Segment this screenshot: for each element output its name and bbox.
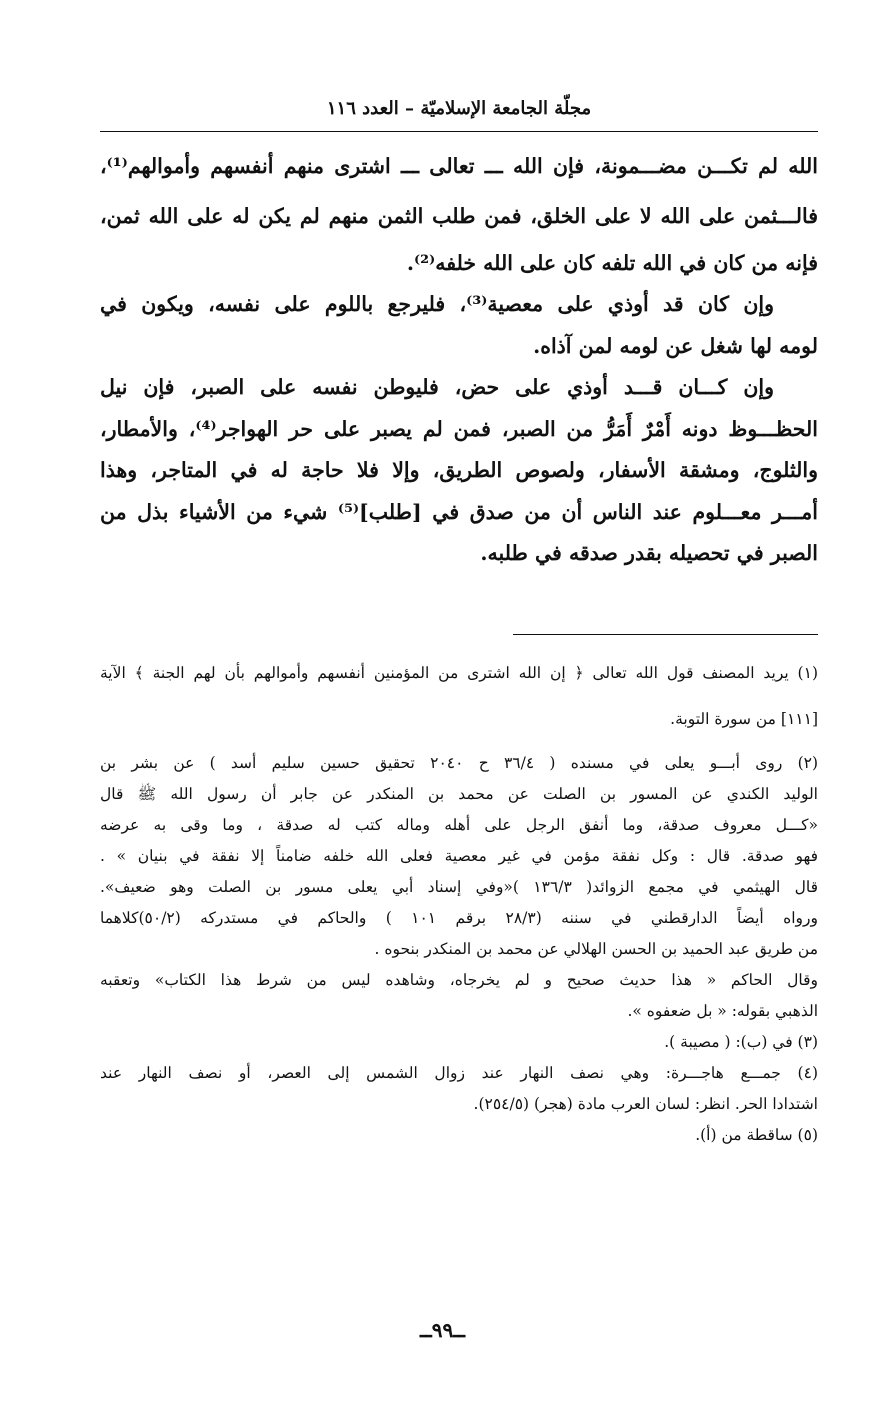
footnote-line: من طريق عبد الحميد بن الحسن الهلالي عن محمد بن المنكدر بنحوه .: [374, 940, 818, 958]
footnote-line: (٤) جمـــع هاجـــرة: وهي نصف النهار عند زوال الشمس إلى العصر، أو نصف النهار عند: [100, 1064, 818, 1082]
main-text: [100, 142, 818, 575]
main-line: أمـــر معـــلوم عند الناس أن من صدق في [طلب]⁽⁵⁾ شيء من الأشياء بذل من: [100, 499, 818, 524]
footnote-line: [١١١] من سورة التوبة.: [670, 710, 818, 728]
main-line: وإن كـــان قـــد أوذي على حض، فليوطن نفسه على الصبر، فإن نيل: [100, 375, 774, 399]
footnote-line: ورواه أيضاً الدارقطني في سننه (٢٨/٣ برقم ١٠١ ) والحاكم في مستدركه (٥٠/٢)كلاهما: [100, 909, 818, 927]
header-divider: [100, 131, 818, 132]
footnote-line: قال الهيثمي في مجمع الزوائد( ١٣٦/٣ )«وفي إسناد أبي يعلى مسور بن الصلت وهو ضعيف».: [100, 878, 818, 896]
main-line: والثلوج، ومشقة الأسفار، ولصوص الطريق، وإلا فلا حاجة له في المتاجر، وهذا: [100, 458, 818, 482]
page-number: ــ٩٩ــ: [420, 1318, 465, 1342]
footnote-line: (٣) في (ب): ( مصيبة ).: [664, 1033, 818, 1051]
footnote-line: الوليد الكندي عن المسور بن الصلت عن محمد بن المنكدر عن جابر أن رسول الله ﷺ قال: [100, 785, 818, 803]
main-line: الله لم تكـــن مضـــمونة، فإن الله ـــ تعالى ـــ اشترى منهم أنفسهم وأموالهم⁽¹⁾،: [100, 154, 818, 178]
main-line: الحظـــوظ دونه أَمْرٌ أَمَرُّ من الصبر، فمن لم يصبر على حر الهواجر⁽⁴⁾، والأمطار،: [100, 416, 818, 441]
footnote-line: وقال الحاكم « هذا حديث صحيح و لم يخرجاه، وشاهده ليس من شرط هذا الكتاب» وتعقبه: [100, 971, 818, 989]
main-line: الصبر في تحصيله بقدر صدقه في طلبه.: [480, 541, 818, 565]
footnote-line: (١) يريد المصنف قول الله تعالى ﴿ إن الله اشترى من المؤمنين أنفسهم وأموالهم بأن لهم الجنة ﴾ الآية: [100, 664, 818, 682]
footnote-line: اشتدادا الحر. انظر: لسان العرب مادة (هجر) (٢٥٤/٥).: [473, 1095, 818, 1113]
main-line: وإن كان قد أوذي على معصية⁽³⁾، فليرجع باللوم على نفسه، ويكون في: [100, 292, 774, 316]
main-line: فإنه من كان في الله تلفه كان على الله خلفه⁽²⁾.: [406, 251, 818, 275]
footnote-line: فهو صدقة. قال : وكل نفقة مؤمن في غير معصية فعلى الله خلفه ضامناً إلا نفقة في بنيان » .: [100, 847, 818, 865]
footnote-line: (٥) ساقطة من (أ).: [695, 1126, 818, 1144]
footnote-line: (٢) روى أبـــو يعلى في مسنده ( ٣٦/٤ ح ٢٠٤٠ تحقيق حسين سليم أسد ) عن بشر بن: [100, 754, 818, 772]
main-line: فالـــثمن على الله لا على الخلق، فمن طلب الثمن منهم لم يكن له على الله ثمن،: [100, 204, 818, 228]
journal-header: مجلّة الجامعة الإسلاميّة – العدد ١١٦: [326, 98, 592, 119]
footnote-line: الذهبي بقوله: « بل ضعفوه ».: [627, 1002, 818, 1020]
footnote-line: «كـــل معروف صدقة، وما أنفق الرجل على أهله وماله كتب له صدقة ، وما وقى به عرضه: [100, 816, 818, 834]
footnote-divider: [513, 634, 818, 635]
main-line: لومه لها شغل عن لومه لمن آذاه.: [533, 333, 818, 358]
footnotes: [100, 656, 818, 1151]
